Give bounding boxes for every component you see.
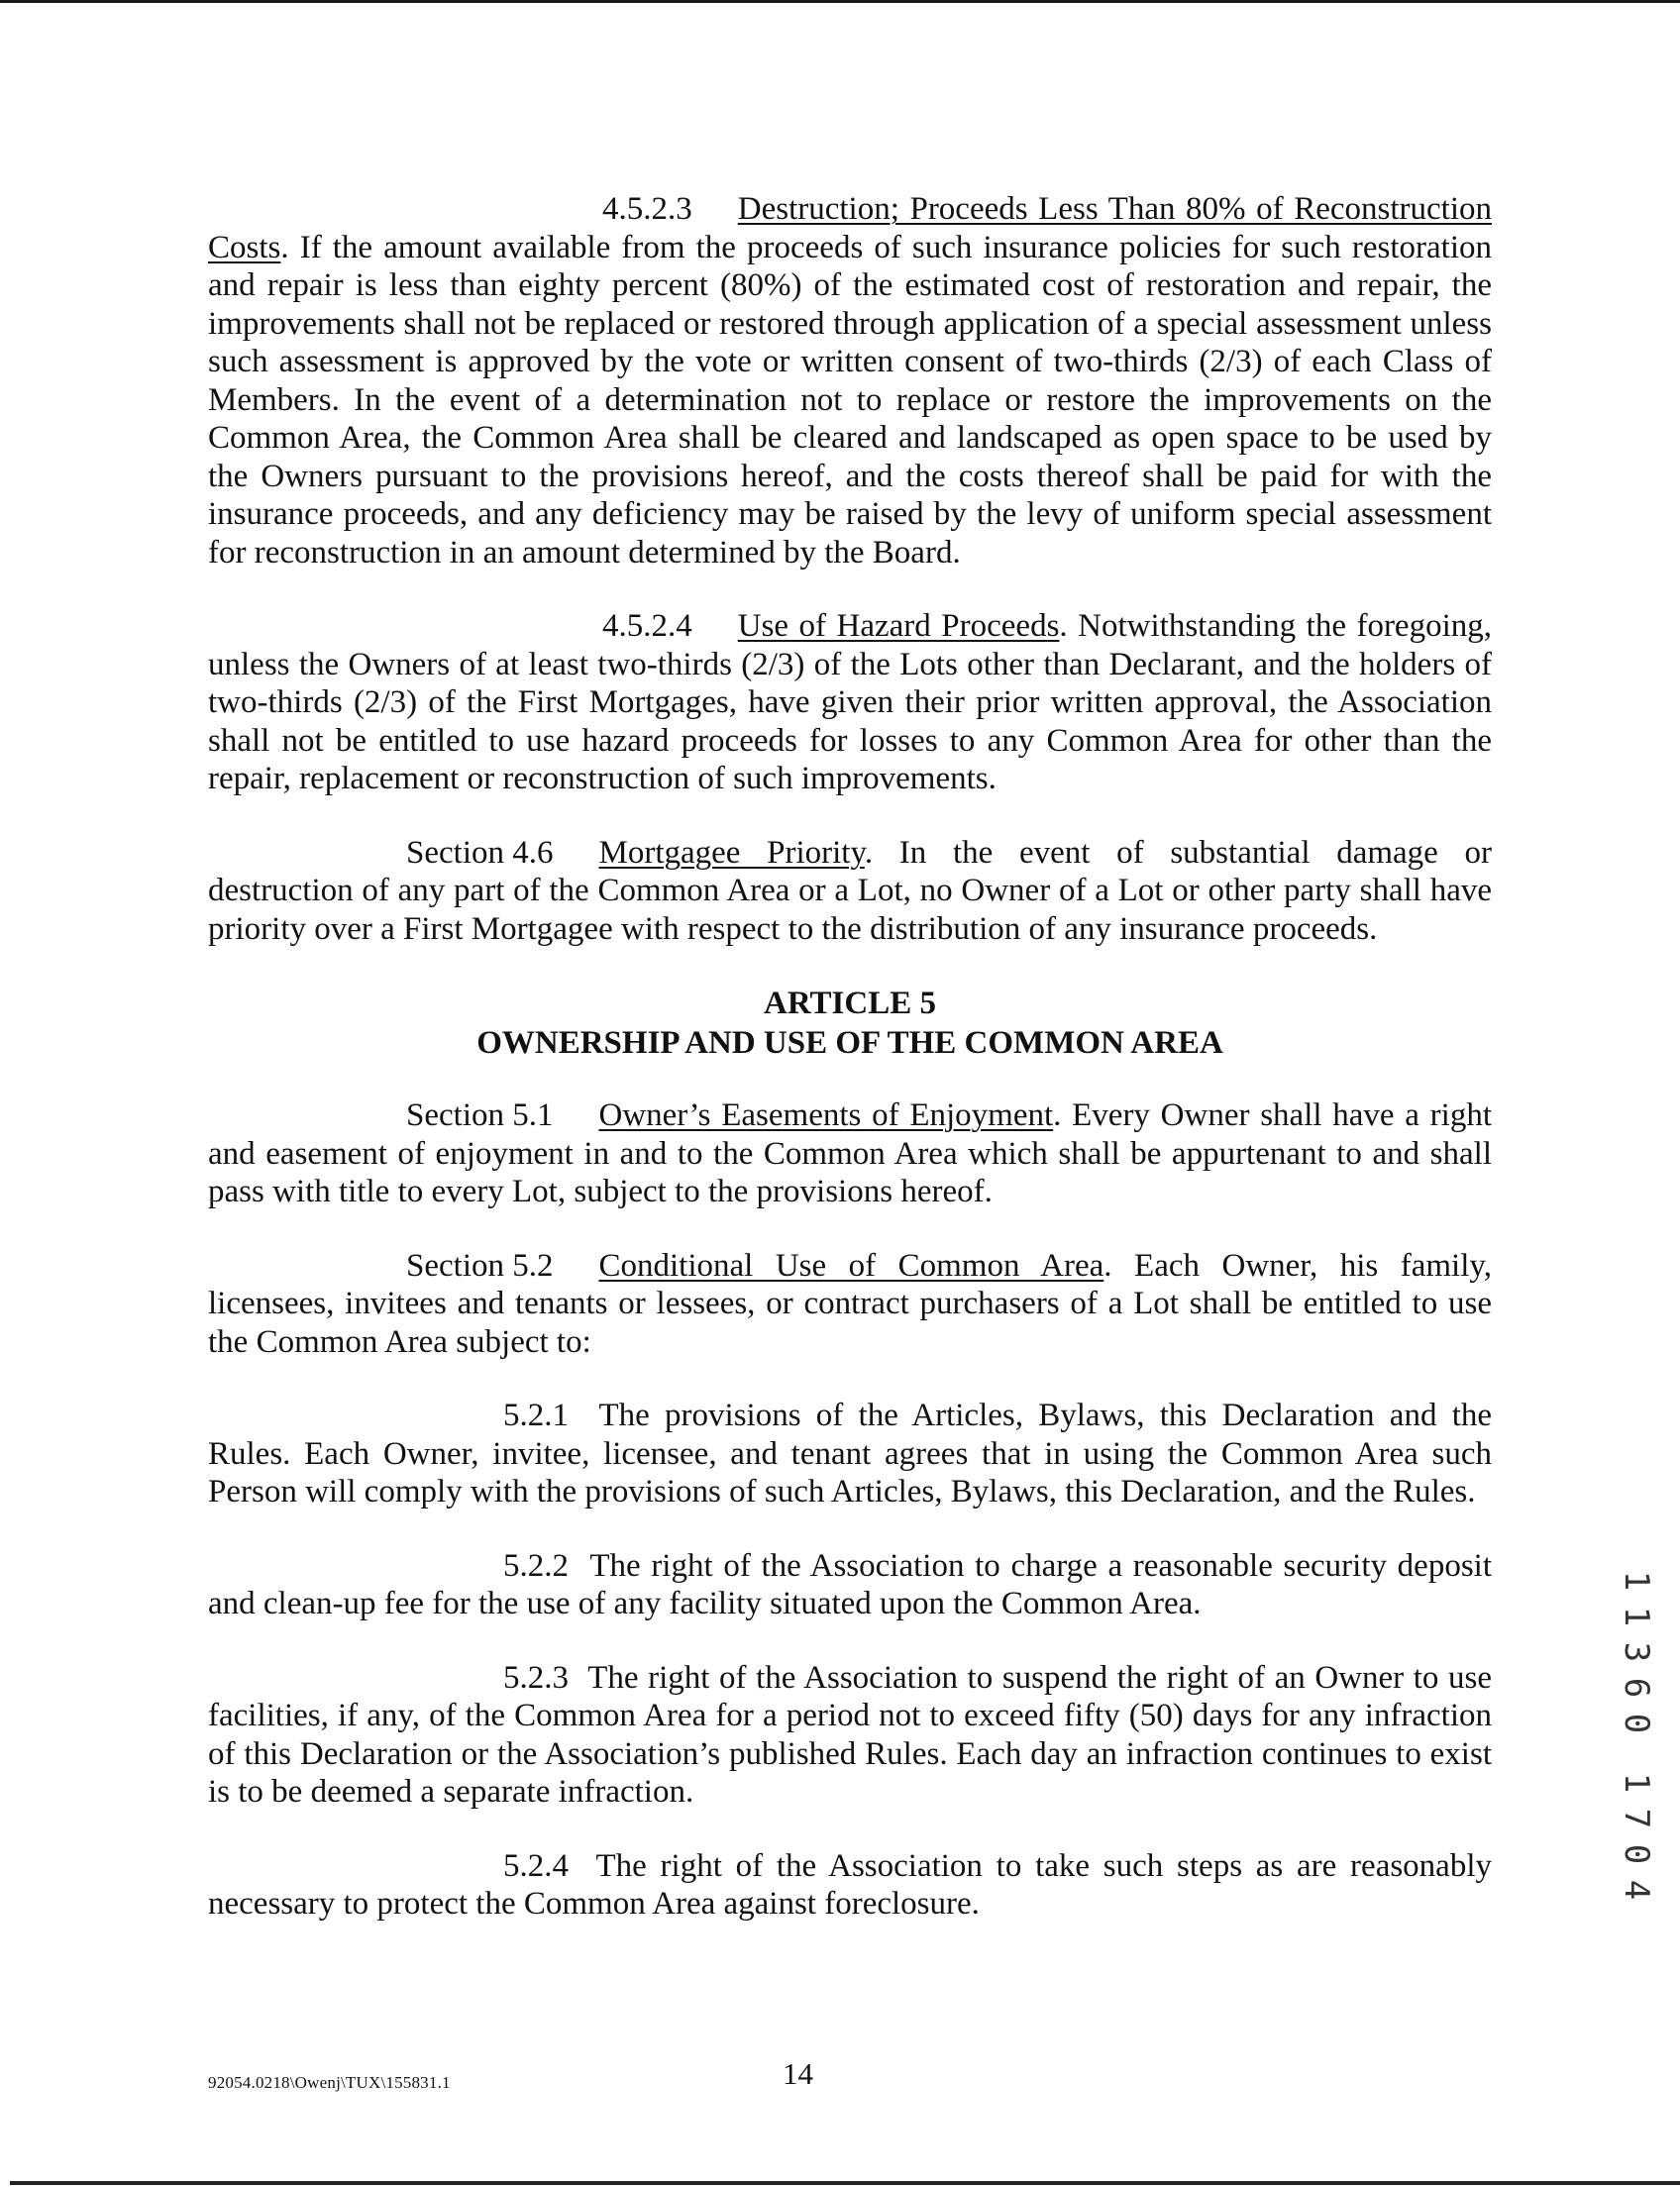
stamp-digit: 7 (1617, 1808, 1656, 1829)
section-number: Section 4.6 (406, 834, 554, 871)
paragraph-number: 4.5.2.4 (602, 608, 692, 644)
subsection-5-2-1 (208, 1397, 1492, 1511)
article-title: OWNERSHIP AND USE OF THE COMMON AREA (476, 1025, 1223, 1061)
stamp-digit: 0 (1617, 1713, 1656, 1734)
section-5-1 (208, 1096, 1492, 1211)
scan-edge-bottom (10, 2181, 1680, 2185)
margin-stamp-bottom (1617, 1765, 1656, 1908)
subsection-number: 5.2.1 (503, 1398, 569, 1433)
paragraph-text: . If the amount available from the proceeds of such insurance policies for such restoration and repair is less than eighty percent (80%) of the estimated cost of restoration and repair, the improvements shall not be replaced or restored through application of a special assessment unless such assessment is approved by the vote or written consent of two-thirds (2/3) of each Class of Members. In the event of a determination not to replace or restore the improvements on the Common Area, the Common Area shall be cleared and landscaped as open space to be used by the Owners pursuant to the provisions hereof, and the costs thereof shall be paid for with the insurance proceeds, and any deficiency may be raised by the levy of uniform special assessment for reconstruction in an amount determined by the Board. (208, 229, 1492, 571)
stamp-digit: 3 (1617, 1641, 1656, 1663)
paragraph-title: Destruction; Proceeds Less Than 80% of Reconstruction Costs (208, 191, 1492, 265)
paragraph-title: Use of Hazard Proceeds (737, 608, 1060, 644)
paragraph-4-5-2-3 (208, 190, 1492, 572)
margin-stamp-top (1617, 1563, 1656, 1741)
subsection-number: 5.2.4 (503, 1847, 569, 1884)
article-number: ARTICLE 5 (764, 986, 936, 1021)
subsection-5-2-3 (208, 1659, 1492, 1812)
stamp-digit: 1 (1617, 1772, 1656, 1794)
subsection-5-2-4 (208, 1847, 1492, 1924)
section-title: Mortgagee Priority (598, 834, 865, 871)
subsection-number: 5.2.3 (503, 1659, 569, 1696)
paragraph-4-5-2-4 (208, 607, 1492, 798)
section-4-6 (208, 834, 1492, 949)
page-number: 14 (783, 2056, 813, 2091)
section-title: Conditional Use of Common Area (598, 1247, 1104, 1284)
section-text: . Each Owner, his family, licensees, invitees and tenants or lessees, or contract purchasers of a Lot shall be entitled to use the Common Area subject to: (208, 1247, 1492, 1360)
section-text: . In the event of substantial damage or destruction of any part of the Common Area or a Lot, no Owner of a Lot or other party shall have priority over a First Mortgagee with respect to the distribution of any insurance proceeds. (208, 834, 1492, 947)
subsection-number: 5.2.2 (503, 1547, 569, 1584)
paragraph-text: . Notwithstanding the foregoing, unless the Owners of at least two-thirds (2/3) of the Lots other than Declarant, and the holders of two-thirds (2/3) of the First Mortgages, have given their prior written approval, the Association shall not be entitled to use hazard proceeds for losses to any Common Area for other than the repair, replacement or reconstruction of such improvements. (208, 608, 1492, 796)
subsection-text: The provisions of the Articles, Bylaws, this Declaration and the Rules. Each Owner, invitee, licensee, and tenant agrees that in using the Common Area such Person will comply with the provisions of such Articles, Bylaws, this Declaration, and the Rules. (208, 1398, 1493, 1510)
stamp-digit: 4 (1617, 1879, 1656, 1901)
section-text: . Every Owner shall have a right and easement of enjoyment in and to the Common Area which shall be appurtenant to and shall pass with title to every Lot, subject to the provisions hereof. (208, 1097, 1492, 1209)
section-title: Owner’s Easements of Enjoyment (598, 1097, 1054, 1133)
stamp-digit: 0 (1617, 1843, 1656, 1865)
stamp-digit: 6 (1617, 1677, 1656, 1699)
document-page (208, 190, 1492, 1959)
article-heading (208, 984, 1492, 1063)
scan-edge-top (0, 0, 1680, 3)
section-5-2 (208, 1247, 1492, 1362)
stamp-digit: 1 (1617, 1570, 1656, 1592)
section-number: Section 5.1 (406, 1097, 554, 1133)
subsection-text: The right of the Association to suspend the right of an Owner to use facilities, if any, of the Common Area for a period not to exceed fifty (50) days for any infraction of this Declaration or the Association’s published Rules. Each day an infraction continues to exist is to be deemed a separate infraction. (208, 1659, 1493, 1810)
stamp-digit: 1 (1617, 1606, 1656, 1627)
paragraph-number: 4.5.2.3 (602, 191, 692, 227)
footer-document-reference: 92054.0218\Owenj\TUX\155831.1 (208, 2073, 451, 2092)
subsection-text: The right of the Association to charge a reasonable security deposit and clean-up fee for the use of any facility situated upon the Common Area. (208, 1547, 1492, 1621)
subsection-5-2-2 (208, 1547, 1492, 1623)
subsection-text: The right of the Association to take such steps as are reasonably necessary to protect the Common Area against foreclosure. (208, 1847, 1493, 1922)
section-number: Section 5.2 (406, 1247, 554, 1284)
